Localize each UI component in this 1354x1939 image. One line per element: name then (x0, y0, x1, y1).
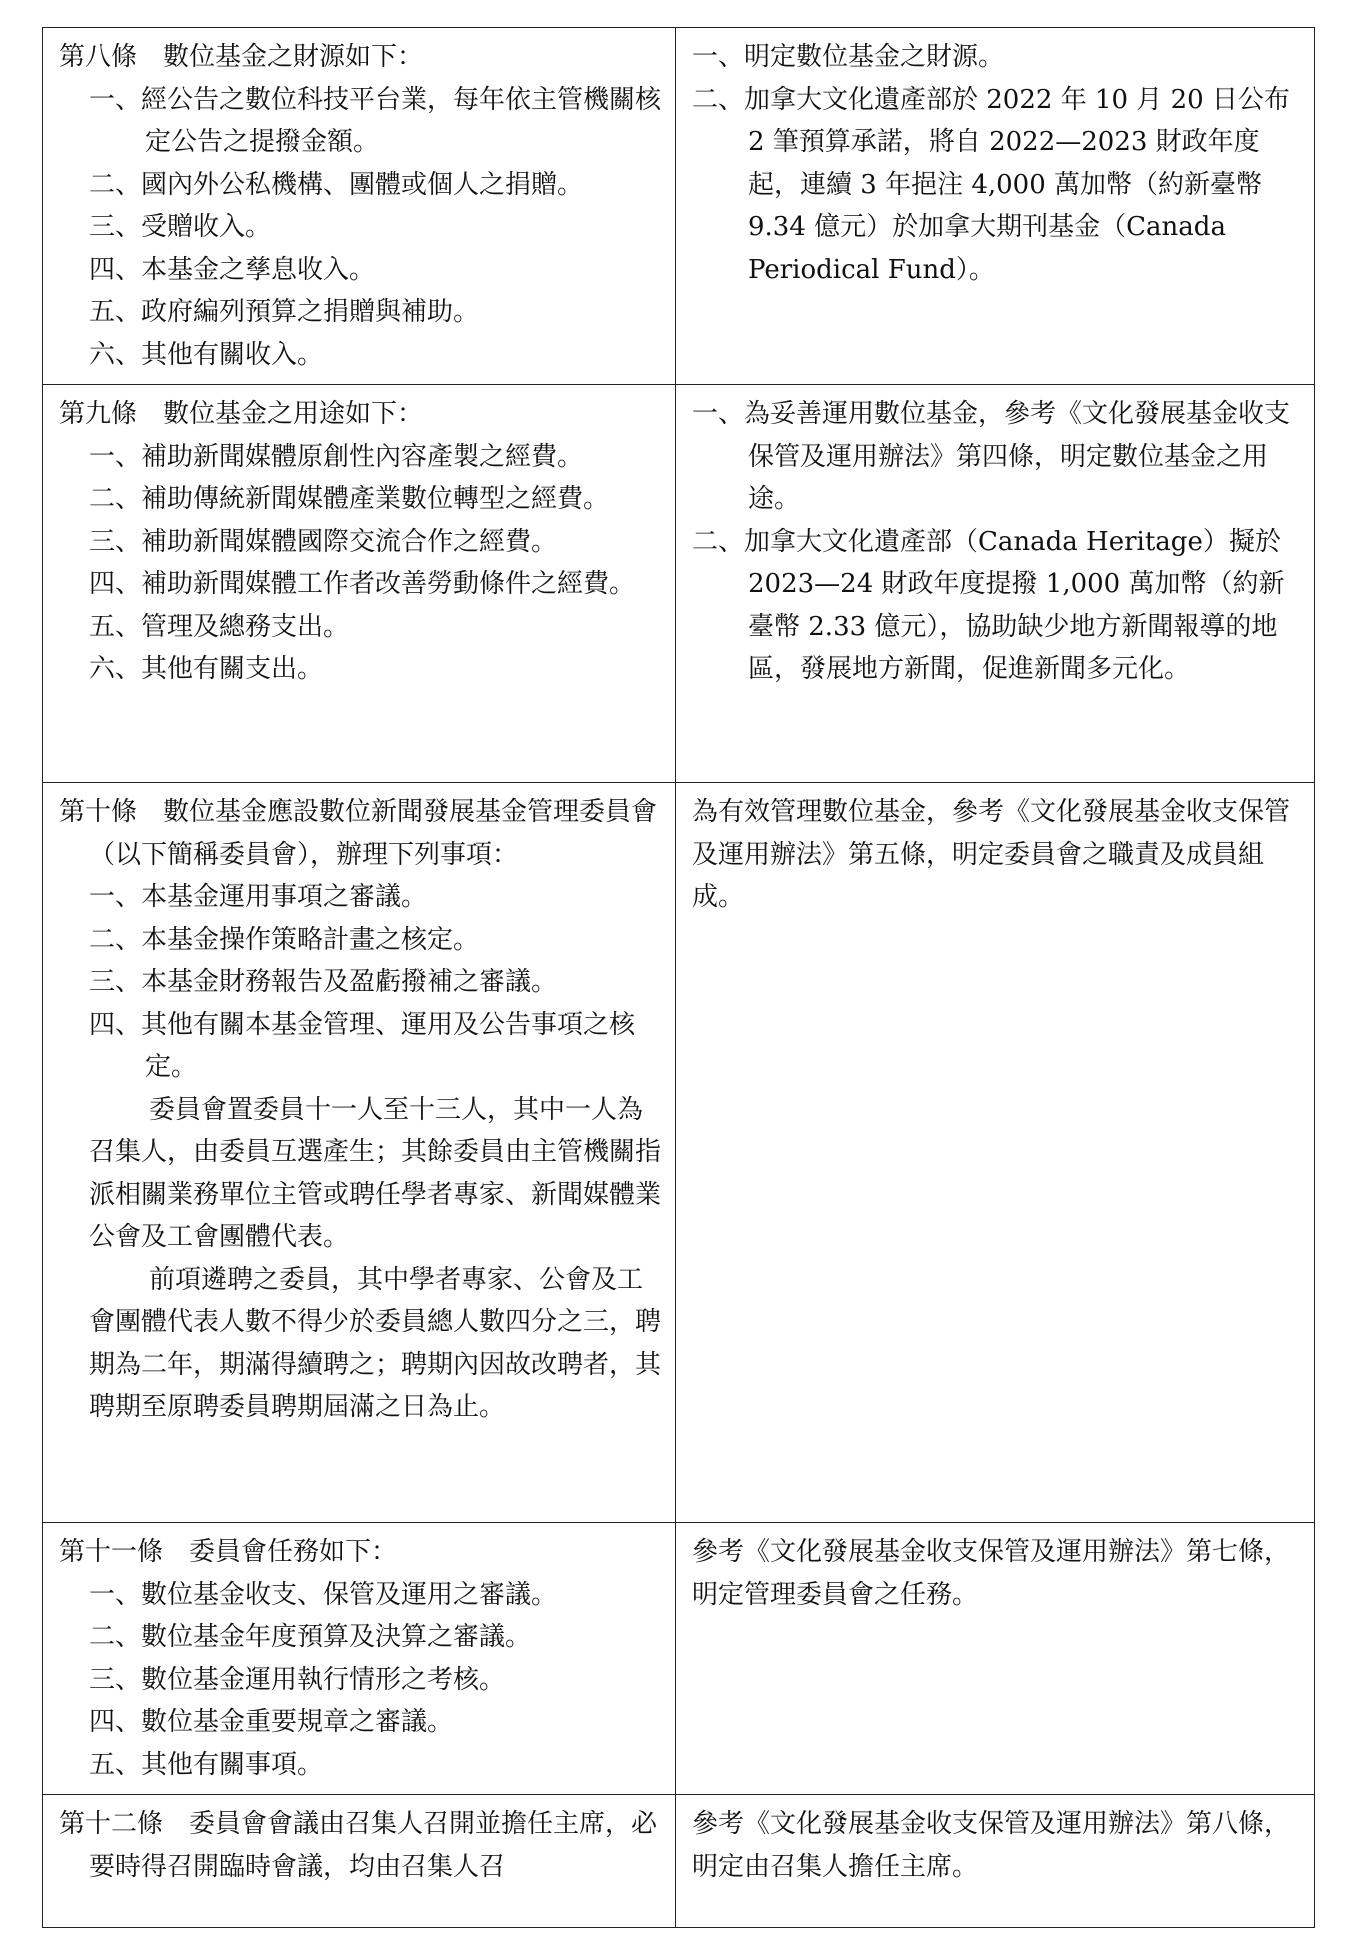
list-item: 三、受贈收入。 (89, 212, 272, 242)
list-item: 三、補助新聞媒體國際交流合作之經費。 (89, 526, 558, 557)
list-item: 一、本基金運用事項之審議。 (89, 882, 428, 912)
table-row (43, 385, 1315, 783)
list-item: 一、為妥善運用數位基金，參考《文化發展基金收支保管及運用辦法》第四條，明定數位基金之用途。 (692, 399, 1291, 514)
list-item: 二、本基金操作策略計畫之核定。 (89, 924, 480, 955)
explanation-cell (676, 385, 1315, 783)
list-item: 五、管理及總務支出。 (89, 611, 350, 642)
article-heading: 第十二條 委員會會議由召集人召開並擔任主席，必要時得召開臨時會議，均由召集人召 (59, 1809, 658, 1882)
article-heading: 第十一條 委員會任務如下： (59, 1537, 398, 1567)
list-item: 一、經公告之數位科技平台業，每年依主管機關核定公告之提撥金額。 (89, 84, 662, 157)
article-number: 第十條 (59, 797, 138, 827)
article-cell (43, 1523, 676, 1795)
explanation-cell (676, 28, 1315, 385)
explanation-text: 參考《文化發展基金收支保管及運用辦法》第七條，明定管理委員會之任務。 (692, 1537, 1291, 1610)
table-row (43, 28, 1315, 385)
list-item: 四、補助新聞媒體工作者改善勞動條件之經費。 (89, 569, 636, 599)
article-paragraph: 前項遴聘之委員，其中學者專家、公會及工會團體代表人數不得少於委員總人數四分之三，聘期為二年，期滿得續聘之；聘期內因故改聘者，其聘期至原聘委員聘期屆滿之日為止。 (89, 1264, 662, 1422)
list-item: 三、數位基金運用執行情形之考核。 (89, 1664, 506, 1695)
article-heading: 第八條 數位基金之財源如下： (59, 42, 424, 72)
article-cell (43, 28, 676, 385)
article-paragraph: 委員會置委員十一人至十三人，其中一人為召集人，由委員互選產生；其餘委員由主管機關指派相關業務單位主管或聘任學者專家、新聞媒體業公會及工會團體代表。 (89, 1094, 662, 1252)
list-item: 五、政府編列預算之捐贈與補助。 (89, 297, 480, 327)
table-row (43, 783, 1315, 1523)
list-item: 三、本基金財務報告及盈虧撥補之審議。 (89, 967, 558, 997)
table-row (43, 1795, 1315, 1928)
list-item: 六、其他有關收入。 (89, 339, 324, 370)
article-heading: 第九條 數位基金之用途如下： (59, 399, 424, 429)
article-heading: 第十條 數位基金應設數位新聞發展基金管理委員會（以下簡稱委員會），辦理下列事項： (59, 797, 658, 870)
article-cell (43, 385, 676, 783)
article-cell (43, 1795, 676, 1928)
explanation-text: 參考《文化發展基金收支保管及運用辦法》第八條，明定由召集人擔任主席。 (692, 1809, 1291, 1882)
explanation-cell (676, 1523, 1315, 1795)
list-item: 四、本基金之孳息收入。 (89, 254, 376, 285)
article-number: 第九條 (59, 399, 138, 429)
list-item: 四、數位基金重要規章之審議。 (89, 1707, 454, 1737)
list-item: 五、其他有關事項。 (89, 1749, 324, 1780)
table-row (43, 1523, 1315, 1795)
explanation-cell (676, 783, 1315, 1523)
article-number: 第十二條 (59, 1809, 164, 1839)
list-item: 二、數位基金年度預算及決算之審議。 (89, 1622, 532, 1652)
list-item: 一、補助新聞媒體原創性內容產製之經費。 (89, 441, 584, 472)
article-number: 第十一條 (59, 1537, 164, 1567)
explanation-text: 為有效管理數位基金，參考《文化發展基金收支保管及運用辦法》第五條，明定委員會之職責及成員組成。 (692, 797, 1291, 912)
explanation-cell (676, 1795, 1315, 1928)
list-item: 一、數位基金收支、保管及運用之審議。 (89, 1579, 558, 1610)
list-item: 四、其他有關本基金管理、運用及公告事項之核定。 (89, 1009, 636, 1082)
list-item: 二、加拿大文化遺產部於 2022 年 10 月 20 日公布 2 筆預算承諾，將自 2022—2023 財政年度起，連續 3 年挹注 4,000 萬加幣（約新臺幣 9.34 億元）於加拿大期刊基金（Canada Periodical Fund）。 (692, 84, 1290, 285)
article-number: 第八條 (59, 42, 138, 72)
list-item: 二、補助傳統新聞媒體產業數位轉型之經費。 (89, 484, 610, 514)
article-cell (43, 783, 676, 1523)
list-item: 二、加拿大文化遺產部（Canada Heritage）擬於 2023—24 財政年度提撥 1,000 萬加幣（約新臺幣 2.33 億元），協助缺少地方新聞報導的地區，發展地方新聞，促進新聞多元化。 (692, 526, 1285, 684)
list-item: 六、其他有關支出。 (89, 654, 324, 684)
list-item: 二、國內外公私機構、團體或個人之捐贈。 (89, 169, 584, 200)
comparison-table (42, 27, 1315, 1928)
list-item: 一、明定數位基金之財源。 (692, 42, 1005, 72)
